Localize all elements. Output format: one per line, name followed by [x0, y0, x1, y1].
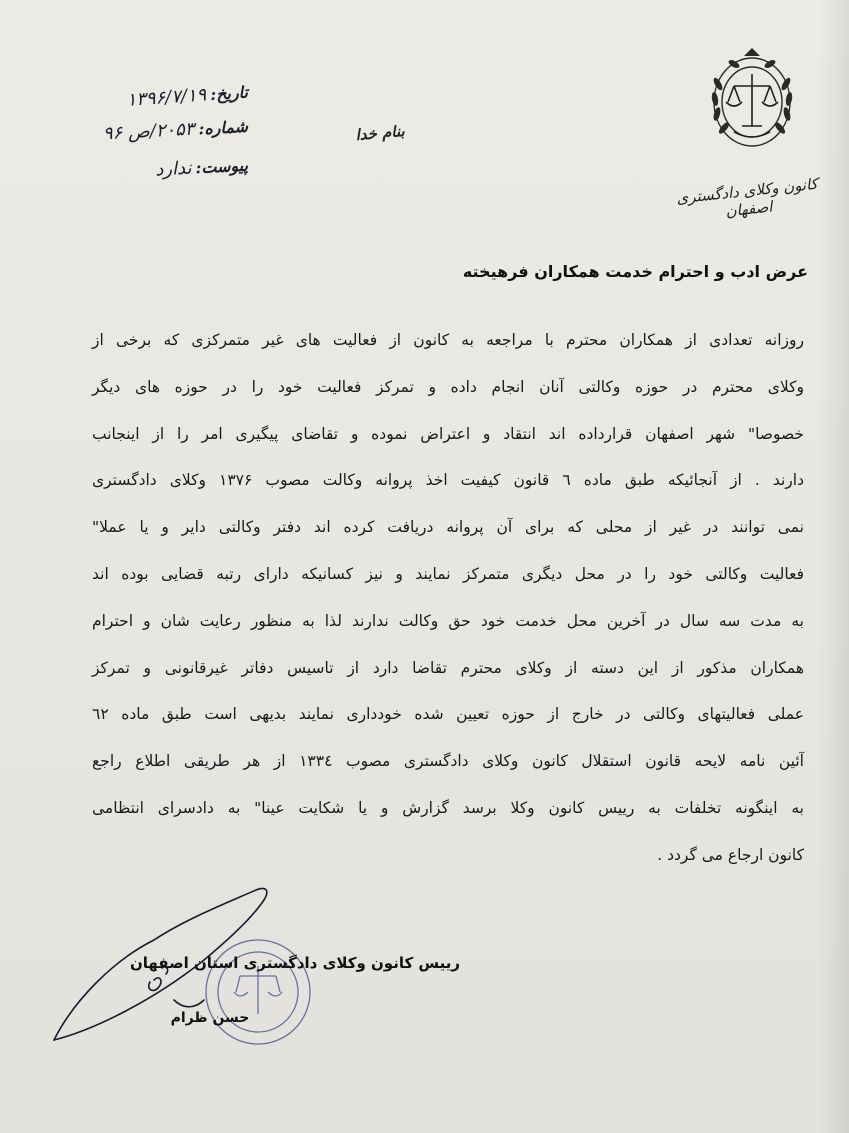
body-line: کانون ارجاع می گردد . [657, 845, 804, 864]
signatory-name: حسن ظرام [170, 1010, 250, 1026]
body-line: وکلای محترم در حوزه وکالتی آنان انجام داده و تمرکز فعالیت خود را در حوزه های دیگر [92, 377, 804, 396]
paper-shadow [819, 0, 849, 1133]
attachment-label: پیوست: [194, 155, 249, 178]
body-line: فعالیت وکالتی خود را در محل دیگری متمرکز نمایند و نیز کسانیکه دارای رتبه قضایی بوده اند [92, 564, 804, 583]
letter-body [92, 322, 804, 884]
greeting: عرض ادب و احترام خدمت همکاران فرهیخته [462, 262, 808, 281]
attachment-value: ندارد [154, 157, 192, 181]
body-line: همکاران مذکور از این دسته از وکلای محترم تقاضا دارد از تاسیس دفاتر غیرقانونی و تمرکز [92, 658, 804, 677]
letter-attachment [118, 155, 249, 183]
body-line: نمی توانند در غیر از محلی که برای آن پروانه دریافت کرده اند دفتر وکالتی دایر و یا عملا" [92, 518, 804, 537]
body-line: به مدت سه سال در آخرین محل خدمت خود حق وکالت ندارند لذا به منظور رعایت شان و احترام [92, 611, 804, 630]
date-value: ۱۳۹۶/۷/۱۹ [125, 84, 207, 111]
letter-date [117, 81, 248, 111]
number-label: شماره: [197, 116, 249, 139]
body-line: دارند . از آنجائیکه طبق ماده ٦ قانون کیفیت اخذ پروانه وکالت مصوب ۱۳۷۶ وکلای دادگستری [92, 471, 804, 490]
scales-of-justice-emblem-icon [704, 44, 800, 154]
org-name: کانون وکلای دادگستری اصفهان [675, 174, 819, 221]
body-line: روزانه تعدادی از همکاران محترم با مراجعه به کانون از فعالیت های غیر متمرکزی که برخی از [92, 331, 804, 349]
bismillah: بنام خدا [354, 121, 406, 145]
body-line: عملی فعالیتهای وکالتی در خارج از حوزه تعیین شده خودداری نمایند بدیهی است طبق ماده ٦۲ [92, 705, 804, 724]
body-line: خصوصا" شهر اصفهان قرارداده اند انتقاد و اعتراض نموده و تقاضای پیگیری امر را از اینجانب [92, 424, 804, 443]
signatory-title: رییس کانون وکلای دادگستری استان اصفهان [129, 954, 460, 972]
body-line: به اینگونه تخلفات به رییس کانون وکلا برسد گزارش و یا شکایت عینا" به دادسرای انتظامی [92, 798, 804, 817]
date-label: تاریخ: [209, 82, 249, 105]
body-line: آئین نامه لایحه قانون استقلال کانون وکلای دادگستری مصوب ۱۳۳٤ از هر طریقی اطلاع راجع [92, 752, 804, 771]
letter-number [88, 116, 249, 145]
number-value: ۲۰۵۳/ص ۹۶ [102, 118, 195, 145]
